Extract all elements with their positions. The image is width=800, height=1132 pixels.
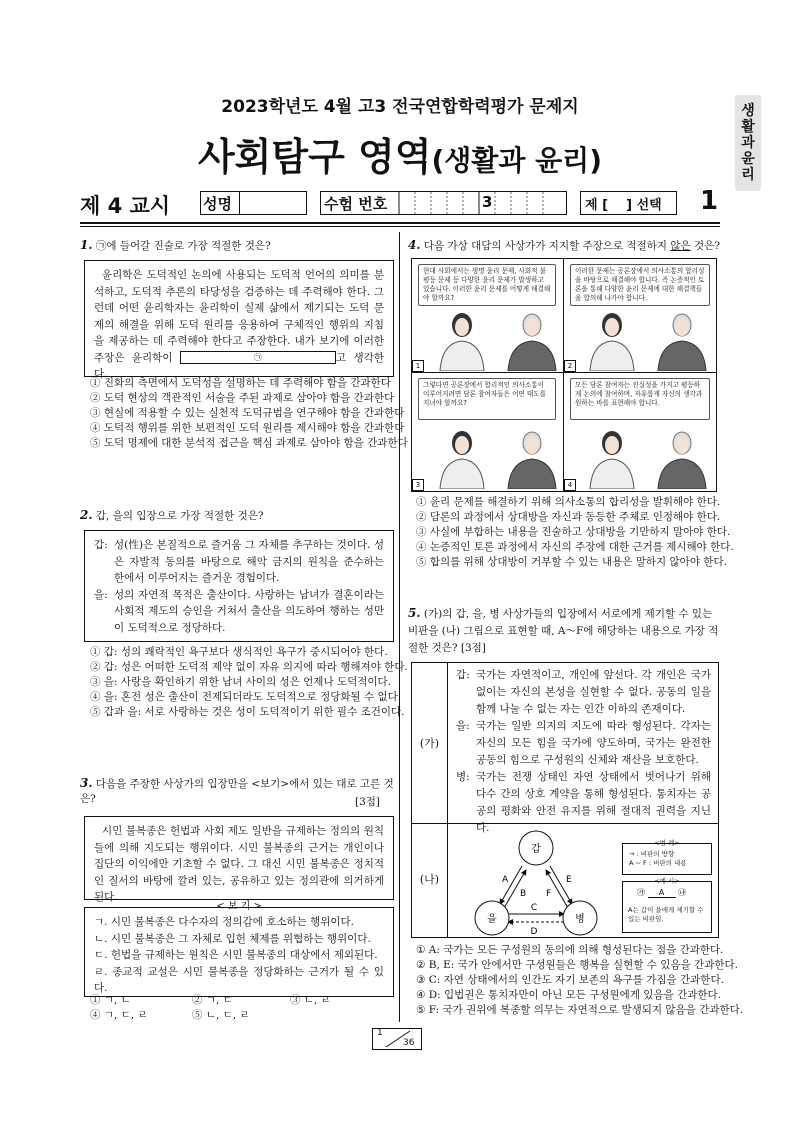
legend-title: <범 례> bbox=[654, 839, 680, 847]
exam-title-main: 사회탐구 영역 bbox=[197, 135, 432, 179]
option[interactable]: ① 갑: 성의 쾌락적인 욕구보다 생식적인 욕구가 중시되어야 한다. bbox=[90, 646, 388, 658]
interviewer-figure bbox=[582, 427, 642, 489]
option[interactable]: ⑤ 갑과 을: 서로 사랑하는 것은 성이 도덕적이기 위한 필수 조건이다. bbox=[90, 706, 405, 718]
option[interactable]: ⑤ 도덕 명제에 대한 분석적 접근을 핵심 과제로 삼아야 함을 간과한다 bbox=[90, 437, 408, 449]
total-pages: 36 bbox=[403, 1038, 415, 1048]
cartoon-panels bbox=[411, 258, 717, 492]
option[interactable]: ⑤ 합의를 위해 상대방이 거부할 수 있는 내용은 말하지 않아야 한다. bbox=[416, 556, 727, 568]
question-number: 4. bbox=[408, 238, 421, 252]
exam-title bbox=[0, 126, 800, 181]
arrow-label: E bbox=[566, 875, 572, 885]
question-5-stem bbox=[408, 605, 720, 657]
option[interactable]: ① A: 국가는 모든 구성원의 동의에 의해 형성된다는 점을 간과한다. bbox=[416, 944, 724, 956]
interviewer-figure bbox=[432, 427, 492, 489]
name-field[interactable] bbox=[200, 191, 307, 215]
speech-bubble bbox=[570, 378, 710, 420]
question-text-emphasis: 않은 bbox=[670, 240, 691, 252]
bogi-item: ㄷ. 헌법을 규제하는 원칙은 시민 불복종의 대상에서 제외된다. bbox=[94, 949, 378, 961]
legend-arrow: → : 비판의 방향 bbox=[629, 850, 675, 858]
question-3-passage bbox=[84, 816, 394, 903]
option[interactable]: ③ 현실에 적용할 수 있는 실천적 도덕규범을 연구해야 함을 간과한다 bbox=[90, 407, 405, 419]
option[interactable]: ① ㄱ, ㄴ bbox=[90, 994, 131, 1006]
panel-number: 2 bbox=[564, 360, 576, 372]
passage-end: 고 생각한다. bbox=[94, 351, 384, 380]
question-points: [3점] bbox=[460, 642, 486, 654]
elective-label: 제 [ ] 선택 bbox=[585, 198, 662, 213]
header-rule bbox=[80, 222, 720, 224]
bubble-text: 현대 사회에서는 생명 윤리 문제, 사회적 불평등 문제 등 다양한 윤리 문제가 발생하고 있습니다. 이러한 윤리 문제를 어떻게 해결해야 할까요? bbox=[423, 267, 551, 302]
question-1-passage bbox=[84, 260, 394, 380]
thinker-figure bbox=[652, 427, 712, 489]
option[interactable]: ④ 논증적인 토론 과정에서 자신의 주장에 대한 근거를 제시해야 한다. bbox=[416, 541, 734, 553]
side-tab-char: 리 bbox=[741, 167, 755, 183]
panel-number: 4 bbox=[564, 479, 576, 491]
panel-number: 1 bbox=[412, 360, 424, 372]
exam-title-sub: (생활과 윤리) bbox=[431, 144, 603, 177]
option[interactable]: ③ ㄴ, ㄹ bbox=[290, 994, 331, 1006]
current-page: 1 bbox=[377, 1028, 383, 1038]
side-tab-char: 활 bbox=[741, 119, 755, 135]
passage-text: 시민 불복종은 헌법과 사회 제도 일반을 규제하는 정의의 원칙들에 의해 지도되는 행위이다. 시민 불복종의 근거는 개인이나 집단의 이익에만 기초할 수 없다. 그 대신 시민 불복종은 정치적인 질서의 바탕에 깔려 있는, 공유하고 있는 정의관에 의거하게 된다. bbox=[94, 825, 384, 903]
header-rule-thin bbox=[80, 226, 720, 227]
side-tab-char: 과 bbox=[741, 135, 755, 151]
thinker-figure bbox=[502, 427, 562, 489]
question-text: 다음을 주장한 사상가의 입장만을 <보기>에서 있는 대로 고른 것은? bbox=[80, 778, 394, 805]
bubble-text: 이러한 문제는 공론장에서 의사소통의 합리성을 바탕으로 해결해야 합니다. 즉 논증적인 토론을 통해 다양한 윤리 문제에 대한 해결책들을 합의해 나가야 합니다. bbox=[575, 267, 705, 302]
exam-number-digit: 3 bbox=[482, 193, 493, 211]
question-text-end: 것은? bbox=[694, 240, 720, 252]
passage-text: 윤리학은 도덕적인 논의에 사용되는 도덕적 언어의 의미를 분석하고, 도덕적 추론의 타당성을 검증하는 데 주력해야 한다. 그런데 어떤 윤리학자는 윤리학이 실제 삶에서 제기되는 도덕 문제의 해결을 위해 도덕 원리를 응용하여 구체적인 행위의 지침을 제공하는 데 주력해야 한다고 주장한다. 내가 보기에 이러한 주장은 윤리학이 bbox=[94, 269, 384, 364]
question-2-options bbox=[90, 645, 408, 720]
thinker-figure bbox=[502, 309, 562, 371]
example-title: <예 시> bbox=[654, 877, 680, 885]
speech-bubble bbox=[570, 264, 710, 306]
legend-af: A ~ F : 비판의 내용 bbox=[629, 859, 687, 867]
speaker-label: 병: bbox=[456, 771, 470, 783]
page-footer bbox=[372, 1028, 422, 1050]
question-number: 2. bbox=[80, 508, 93, 522]
option[interactable]: ④ D: 입법권은 통치자만이 아닌 모든 구성원에게 있음을 간과한다. bbox=[416, 989, 721, 1001]
example-text: A는 갑이 을에게 제기할 수 있는 비판임. bbox=[628, 906, 704, 923]
thinker-figure bbox=[652, 309, 712, 371]
exam-subtitle: 2023학년도 4월 고3 전국연합학력평가 문제지 bbox=[221, 97, 579, 117]
example-box bbox=[622, 877, 712, 933]
question-text: 갑, 을의 입장으로 가장 적절한 것은? bbox=[95, 510, 264, 522]
node-label: 갑 bbox=[531, 844, 541, 855]
interviewer-figure bbox=[432, 309, 492, 371]
arrow-label: F bbox=[546, 889, 552, 899]
side-tab-char: 생 bbox=[741, 103, 755, 119]
question-3-points: [3점] bbox=[355, 796, 381, 808]
question-number: 1. bbox=[80, 238, 93, 252]
speaker-text: 성(性)은 본질적으로 즐거움 그 자체를 추구하는 것이다. 성은 자발적 동의를 바탕으로 해악 금지의 원칙을 준수하는 한에서 이루어지는 즐거운 경험이다. bbox=[114, 539, 384, 584]
panel-number: 3 bbox=[412, 479, 424, 491]
option[interactable]: ⑤ ㄴ, ㄷ, ㄹ bbox=[192, 1009, 250, 1021]
option[interactable]: ② 갑: 성은 어떠한 도덕적 제약 없이 자유 의지에 따라 행해져야 한다. bbox=[90, 661, 408, 673]
question-2-passage bbox=[84, 530, 394, 642]
legend-box bbox=[622, 839, 712, 875]
bubble-text: 모든 담론 참여자는 진실성을 가지고 평등하게 논의에 참여하며, 자유롭게 자신의 생각과 원하는 바를 표현해야 합니다. bbox=[575, 381, 703, 407]
column-divider bbox=[399, 232, 400, 1022]
interviewer-figure bbox=[582, 309, 642, 371]
question-1-options bbox=[90, 376, 408, 451]
question-4-stem bbox=[408, 238, 728, 254]
question-2-stem bbox=[80, 508, 395, 524]
question-text: (가)의 갑, 을, 병 사상가들의 입장에서 서로에게 제기할 수 있는 비판을 (나) 그림으로 표현할 때, A～F에 해당하는 내용으로 가장 적절한 것은? bbox=[408, 608, 719, 654]
question-number: 3. bbox=[80, 776, 93, 790]
question-text: 다음 가상 대담의 사상가가 지지할 주장으로 적절하지 bbox=[423, 240, 668, 252]
question-5-table bbox=[411, 662, 719, 938]
speech-bubble bbox=[418, 264, 556, 306]
exam-number-field[interactable] bbox=[320, 191, 567, 215]
criticism-diagram bbox=[452, 826, 622, 936]
name-label: 성명 bbox=[203, 195, 232, 213]
option[interactable]: ① 윤리 문제를 해결하기 위해 의사소통의 합리성을 발휘해야 한다. bbox=[416, 496, 721, 508]
option[interactable]: ④ 도덕적 행위를 위한 보편적인 도덕 원리를 제시해야 함을 간과한다 bbox=[90, 422, 405, 434]
option[interactable]: ④ 을: 혼전 성은 출산이 전제되더라도 도덕적으로 정당화될 수 없다. bbox=[90, 691, 402, 703]
answer-blank bbox=[180, 351, 336, 364]
option[interactable]: ④ ㄱ, ㄷ, ㄹ bbox=[90, 1009, 148, 1021]
option[interactable]: ② 도덕 현상의 객관적인 서술을 주된 과제로 삼아야 함을 간과한다 bbox=[90, 392, 395, 404]
option[interactable]: ③ 을: 사랑을 확인하기 위한 남녀 사이의 성은 언제나 도덕적이다. bbox=[90, 676, 391, 688]
bogi-item: ㄹ. 종교적 교설은 시민 불복종을 정당화하는 근거가 될 수 있다. bbox=[94, 965, 384, 994]
arrow-label: C bbox=[530, 903, 538, 913]
question-text: ㉠에 들어갈 진술로 가장 적절한 것은? bbox=[95, 240, 271, 252]
speech-bubble bbox=[418, 378, 556, 420]
node-label: 을 bbox=[487, 914, 497, 925]
section-label-ga: (가) bbox=[419, 737, 440, 750]
exam-number-label: 수험 번호 bbox=[324, 195, 388, 213]
blank-label: ㉠ bbox=[253, 353, 262, 362]
philosophers-statements bbox=[456, 667, 711, 837]
speaker-text: 국가는 자연적이고, 개인에 앞선다. 각 개인은 국가 없이는 자신의 본성을 실현할 수 없다. 공동의 일을 함께 나눌 수 없는 자는 인간 이하의 존재이다. bbox=[476, 669, 711, 715]
arrow-label: A bbox=[502, 875, 509, 885]
option[interactable]: ② ㄱ, ㄷ bbox=[192, 994, 233, 1006]
speaker-text: 국가는 일반 의지의 지도에 따라 형성된다. 각자는 자신의 모든 힘을 국가에 양도하며, 국가는 완전한 공동의 힘으로 구성원의 신체와 재산을 보호한다. bbox=[476, 720, 711, 766]
question-4-options bbox=[416, 495, 734, 570]
bogi-item: ㄴ. 시민 불복종은 그 자체로 입헌 체제를 위협하는 행위이다. bbox=[94, 932, 371, 945]
example-left: ㉮ bbox=[637, 888, 645, 897]
bogi-box bbox=[84, 901, 394, 997]
arrow-label: B bbox=[520, 889, 527, 899]
speaker-text: 성의 자연적 목적은 출산이다. 사랑하는 남녀가 결혼이라는 사회적 제도의 승인을 거쳐서 출산을 의도하여 행하는 성만이 도덕적으로 정당하다. bbox=[114, 588, 384, 634]
bogi-item: ㄱ. 시민 불복종은 다수자의 정의감에 호소하는 행위이다. bbox=[94, 916, 354, 928]
speaker-label: 을: bbox=[94, 588, 108, 601]
speaker-label: 갑: bbox=[94, 539, 108, 551]
question-3-options bbox=[90, 993, 390, 1023]
option[interactable]: ③ C: 자연 상태에서의 인간도 자기 보존의 욕구를 가짐을 간과한다. bbox=[416, 974, 724, 986]
elective-field[interactable] bbox=[580, 191, 677, 215]
bogi-title: < 보 기 > bbox=[216, 901, 262, 912]
example-relation bbox=[637, 888, 697, 898]
period-label: 제 4 교시 bbox=[80, 194, 171, 218]
option[interactable]: ② B, E: 국가 안에서만 구성원들은 행복을 실현할 수 있음을 간과한다. bbox=[416, 959, 738, 971]
speaker-label: 을: bbox=[456, 720, 470, 732]
example-right: ㉯ bbox=[678, 888, 687, 897]
option[interactable]: ② 담론의 과정에서 상대방을 자신과 동등한 주체로 인정해야 한다. bbox=[416, 511, 721, 523]
speaker-text: 국가는 전쟁 상태인 자연 상태에서 벗어나기 위해 다수 간의 상호 계약을 통해 형성된다. 통치자는 공공의 평화와 안전 유지를 위해 절대적 권력을 지닌다. bbox=[476, 771, 711, 834]
example-arrow: A bbox=[648, 889, 676, 898]
question-5-options bbox=[416, 943, 743, 1018]
question-1-stem bbox=[80, 238, 395, 254]
page-number: 1 bbox=[700, 186, 719, 216]
question-3-stem bbox=[80, 776, 395, 807]
question-number: 5. bbox=[408, 606, 421, 620]
bubble-text: 그렇다면 공론장에서 합리적인 의사소통이 이루어지려면 담론 참여자들은 어떤 태도를 지녀야 할까요? bbox=[423, 381, 547, 407]
speaker-label: 갑: bbox=[456, 669, 470, 681]
arrow-label: D bbox=[530, 927, 538, 936]
exam-number-grid bbox=[321, 192, 566, 214]
option[interactable]: ① 진화의 측면에서 도덕성을 설명하는 데 주력해야 함을 간과한다 bbox=[90, 377, 391, 389]
section-label-na: (나) bbox=[419, 873, 440, 886]
side-tab-char: 윤 bbox=[741, 151, 755, 167]
option[interactable]: ⑤ F: 국가 권위에 복종할 의무는 자연적으로 발생되지 않음을 간과한다. bbox=[416, 1004, 744, 1016]
info-bar bbox=[80, 188, 720, 218]
option[interactable]: ③ 사실에 부합하는 내용을 진술하고 상대방을 기만하지 말아야 한다. bbox=[416, 526, 731, 538]
node-label: 병 bbox=[575, 914, 585, 925]
